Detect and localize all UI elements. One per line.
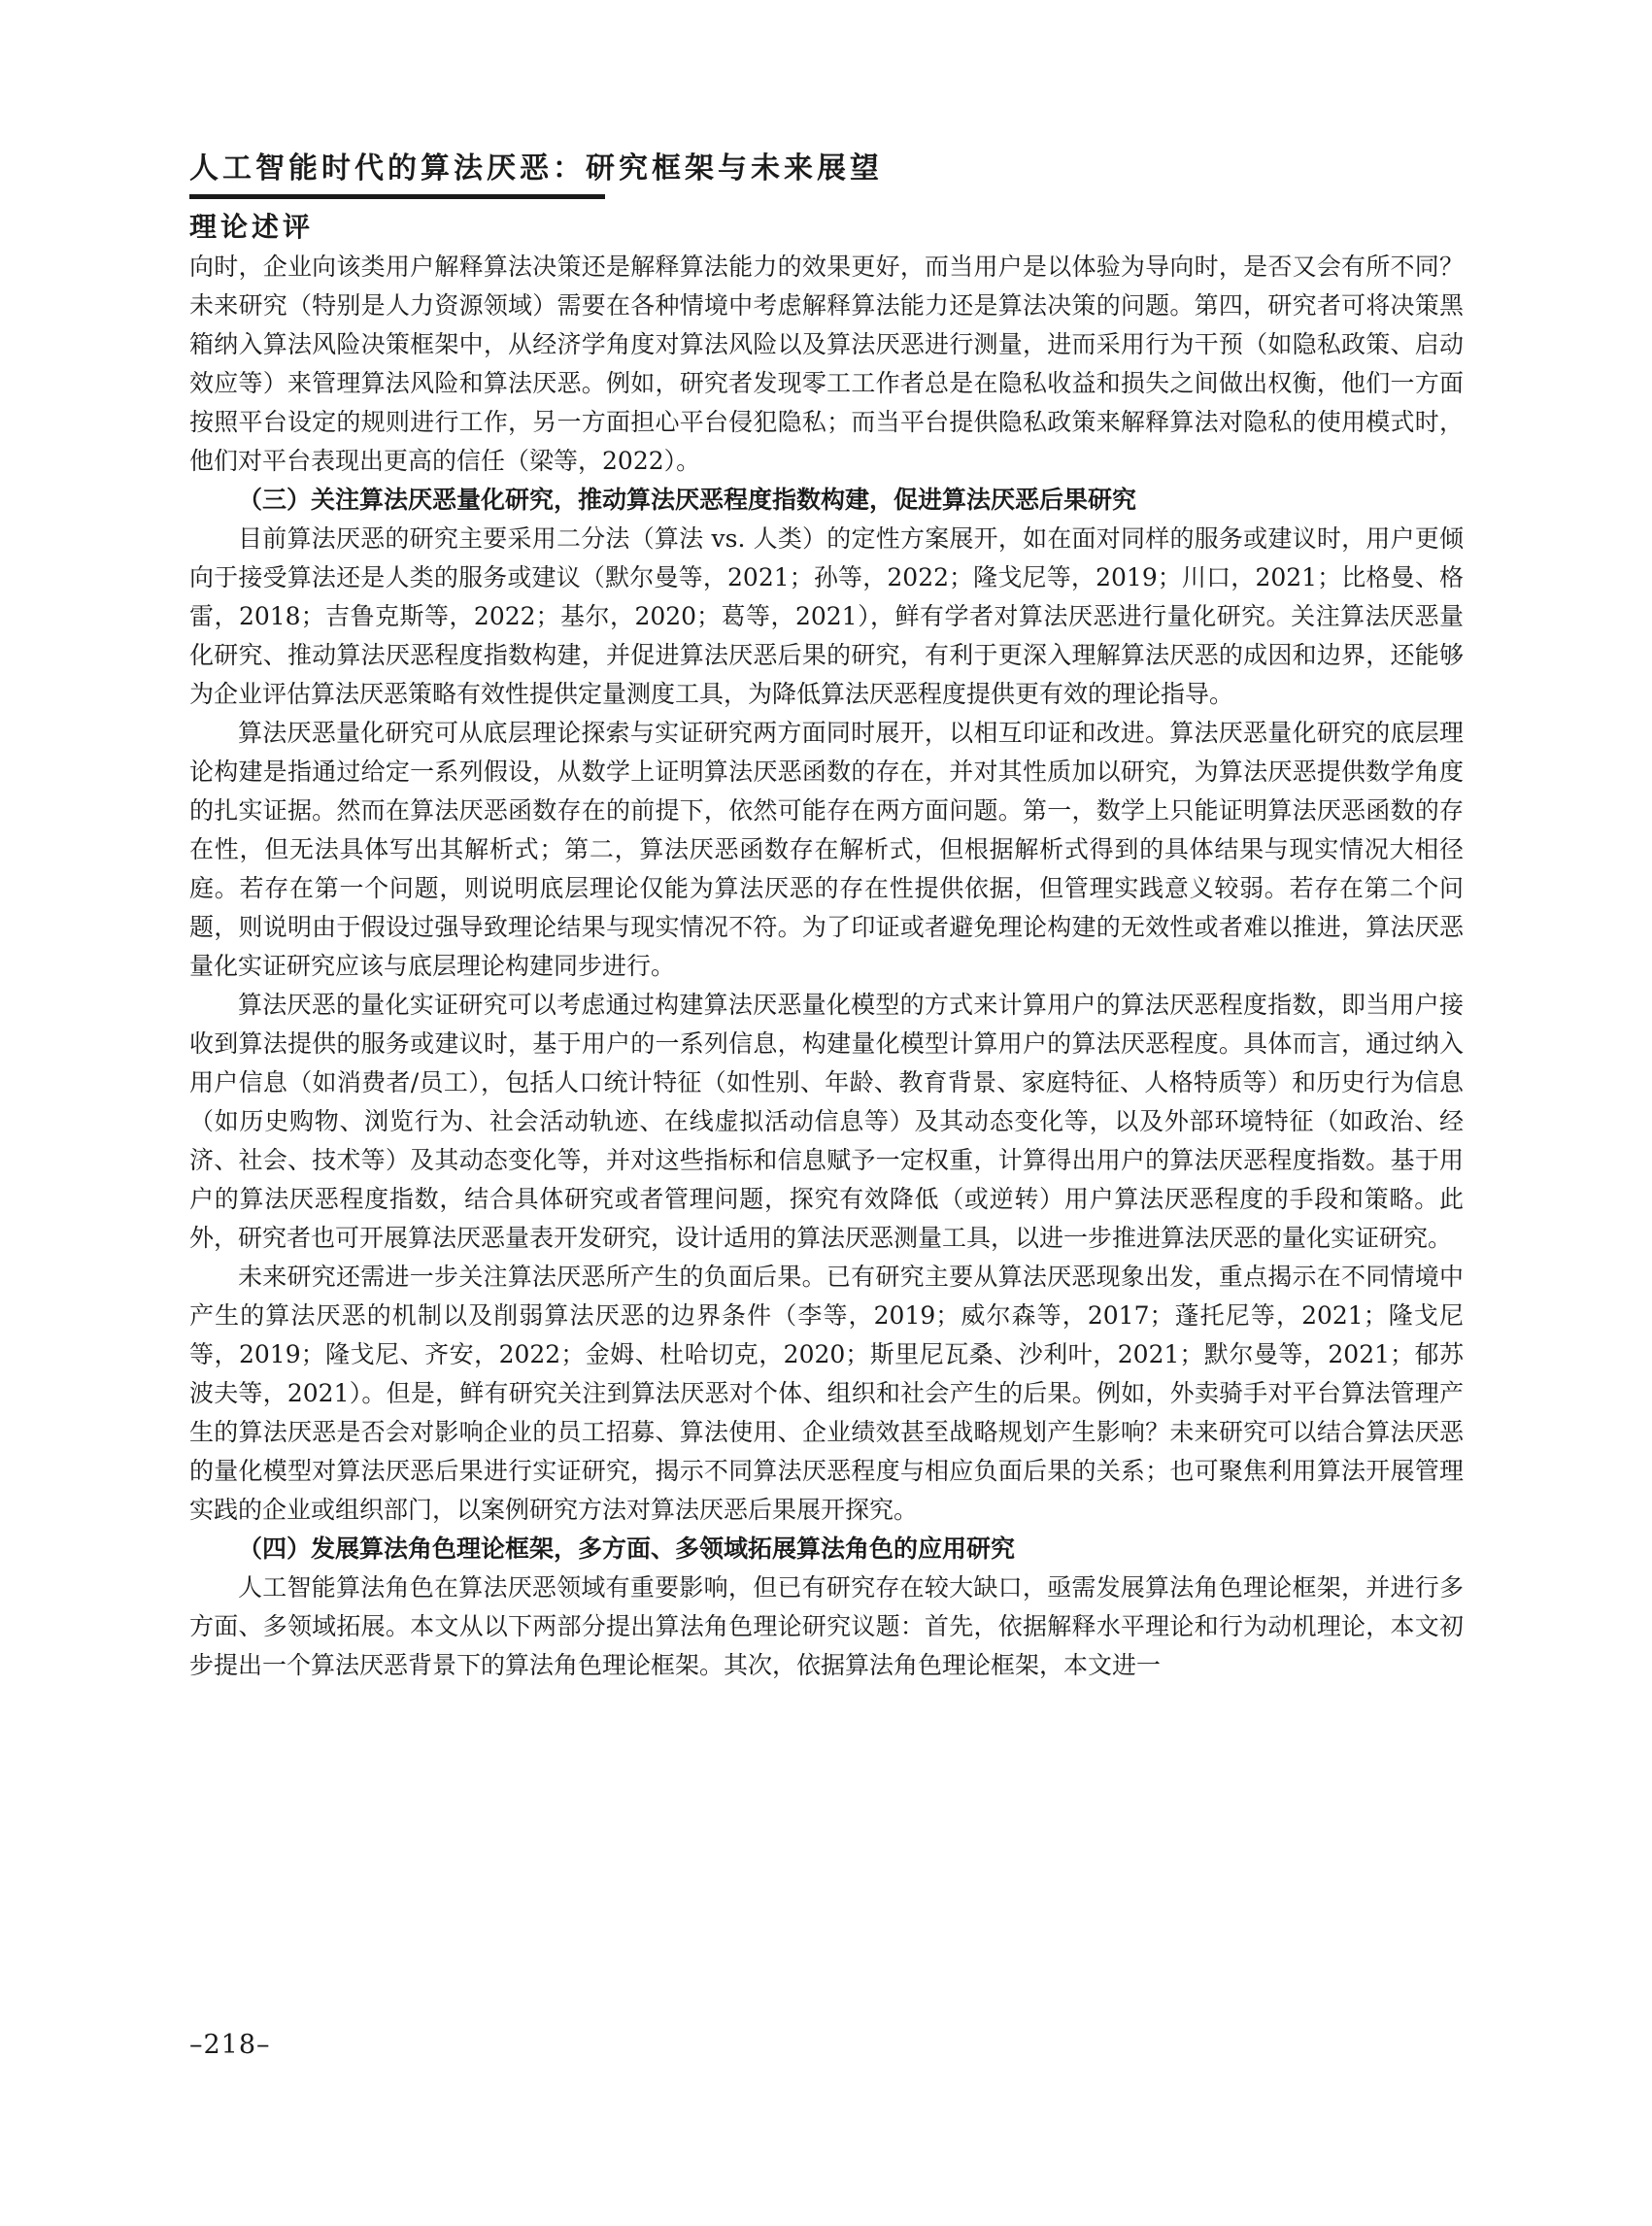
- paragraph-3: 算法厌恶量化研究可从底层理论探索与实证研究两方面同时展开，以相互印证和改进。算法厌恶量化研究的底层理论构建是指通过给定一系列假设，从数学上证明算法厌恶函数的存在，并对其性质加以研究，为算法厌恶提供数学角度的扎实证据。然而在算法厌恶函数存在的前提下，依然可能存在两方面问题。第一，数学上只能证明算法厌恶函数的存在性，但无法具体写出其解析式；第二，算法厌恶函数存在解析式，但根据解析式得到的具体结果与现实情况大相径庭。若存在第一个问题，则说明底层理论仅能为算法厌恶的存在性提供依据，但管理实践意义较弱。若存在第二个问题，则说明由于假设过强导致理论结果与现实情况不符。为了印证或者避免理论构建的无效性或者难以推进，算法厌恶量化实证研究应该与底层理论构建同步进行。: [189, 719, 1464, 980]
- subheading-3: （三）关注算法厌恶量化研究，推动算法厌恶程度指数构建，促进算法厌恶后果研究: [238, 486, 1137, 514]
- running-title: 人工智能时代的算法厌恶：研究框架与未来展望: [189, 152, 883, 186]
- paragraph-5: 未来研究还需进一步关注算法厌恶所产生的负面后果。已有研究主要从算法厌恶现象出发，重点揭示在不同情境中产生的算法厌恶的机制以及削弱算法厌恶的边界条件（李等，2019；威尔森等，2017；蓬托尼等，2021；隆戈尼等，2019；隆戈尼、齐安，2022；金姆、杜哈切克，2020；斯里尼瓦桑、沙利叶，2021；默尔曼等，2021；郁苏波夫等，2021）。但是，鲜有研究关注到算法厌恶对个体、组织和社会产生的后果。例如，外卖骑手对平台算法管理产生的算法厌恶是否会对影响企业的员工招募、算法使用、企业绩效甚至战略规划产生影响？未来研究可以结合算法厌恶的量化模型对算法厌恶后果进行实证研究，揭示不同算法厌恶程度与相应负面后果的关系；也可聚焦利用算法开展管理实践的企业或组织部门，以案例研究方法对算法厌恶后果展开探究。: [189, 1263, 1464, 1524]
- paragraph-4: 算法厌恶的量化实证研究可以考虑通过构建算法厌恶量化模型的方式来计算用户的算法厌恶程度指数，即当用户接收到算法提供的服务或建议时，基于用户的一系列信息，构建量化模型计算用户的算法厌恶程度。具体而言，通过纳入用户信息（如消费者/员工），包括人口统计特征（如性别、年龄、教育背景、家庭特征、人格特质等）和历史行为信息（如历史购物、浏览行为、社会活动轨迹、在线虚拟活动信息等）及其动态变化等，以及外部环境特征（如政治、经济、社会、技术等）及其动态变化等，并对这些指标和信息赋予一定权重，计算得出用户的算法厌恶程度指数。基于用户的算法厌恶程度指数，结合具体研究或者管理问题，探究有效降低（或逆转）用户算法厌恶程度的手段和策略。此外，研究者也可开展算法厌恶量表开发研究，设计适用的算法厌恶测量工具，以进一步推进算法厌恶的量化实证研究。: [189, 991, 1464, 1252]
- article-body: [189, 248, 1464, 1685]
- page-number: –218–: [189, 2030, 271, 2060]
- paragraph-2: 目前算法厌恶的研究主要采用二分法（算法 vs. 人类）的定性方案展开，如在面对同样的服务或建议时，用户更倾向于接受算法还是人类的服务或建议（默尔曼等，2021；孙等，2022；隆戈尼等，2019；川口，2021；比格曼、格雷，2018；吉鲁克斯等，2022；基尔，2020；葛等，2021），鲜有学者对算法厌恶进行量化研究。关注算法厌恶量化研究、推动算法厌恶程度指数构建，并促进算法厌恶后果的研究，有利于更深入理解算法厌恶的成因和边界，还能够为企业评估算法厌恶策略有效性提供定量测度工具，为降低算法厌恶程度提供更有效的理论指导。: [189, 524, 1464, 708]
- paragraph-6: 人工智能算法角色在算法厌恶领域有重要影响，但已有研究存在较大缺口，亟需发展算法角色理论框架，并进行多方面、多领域拓展。本文从以下两部分提出算法角色理论研究议题：首先，依据解释水平理论和行为动机理论，本文初步提出一个算法厌恶背景下的算法角色理论框架。其次，依据算法角色理论框架，本文进一: [189, 1573, 1464, 1679]
- paragraph-1: 向时，企业向该类用户解释算法决策还是解释算法能力的效果更好，而当用户是以体验为导向时，是否又会有所不同？未来研究（特别是人力资源领域）需要在各种情境中考虑解释算法能力还是算法决策的问题。第四，研究者可将决策黑箱纳入算法风险决策框架中，从经济学角度对算法风险以及算法厌恶进行测量，进而采用行为干预（如隐私政策、启动效应等）来管理算法风险和算法厌恶。例如，研究者发现零工工作者总是在隐私收益和损失之间做出权衡，他们一方面按照平台设定的规则进行工作，另一方面担心平台侵犯隐私；而当平台提供隐私政策来解释算法对隐私的使用模式时，他们对平台表现出更高的信任（梁等，2022）。: [189, 253, 1464, 475]
- subheading-4: （四）发展算法角色理论框架，多方面、多领域拓展算法角色的应用研究: [238, 1535, 1016, 1563]
- section-label: 理论述评: [189, 211, 315, 243]
- header-rule: [189, 194, 605, 199]
